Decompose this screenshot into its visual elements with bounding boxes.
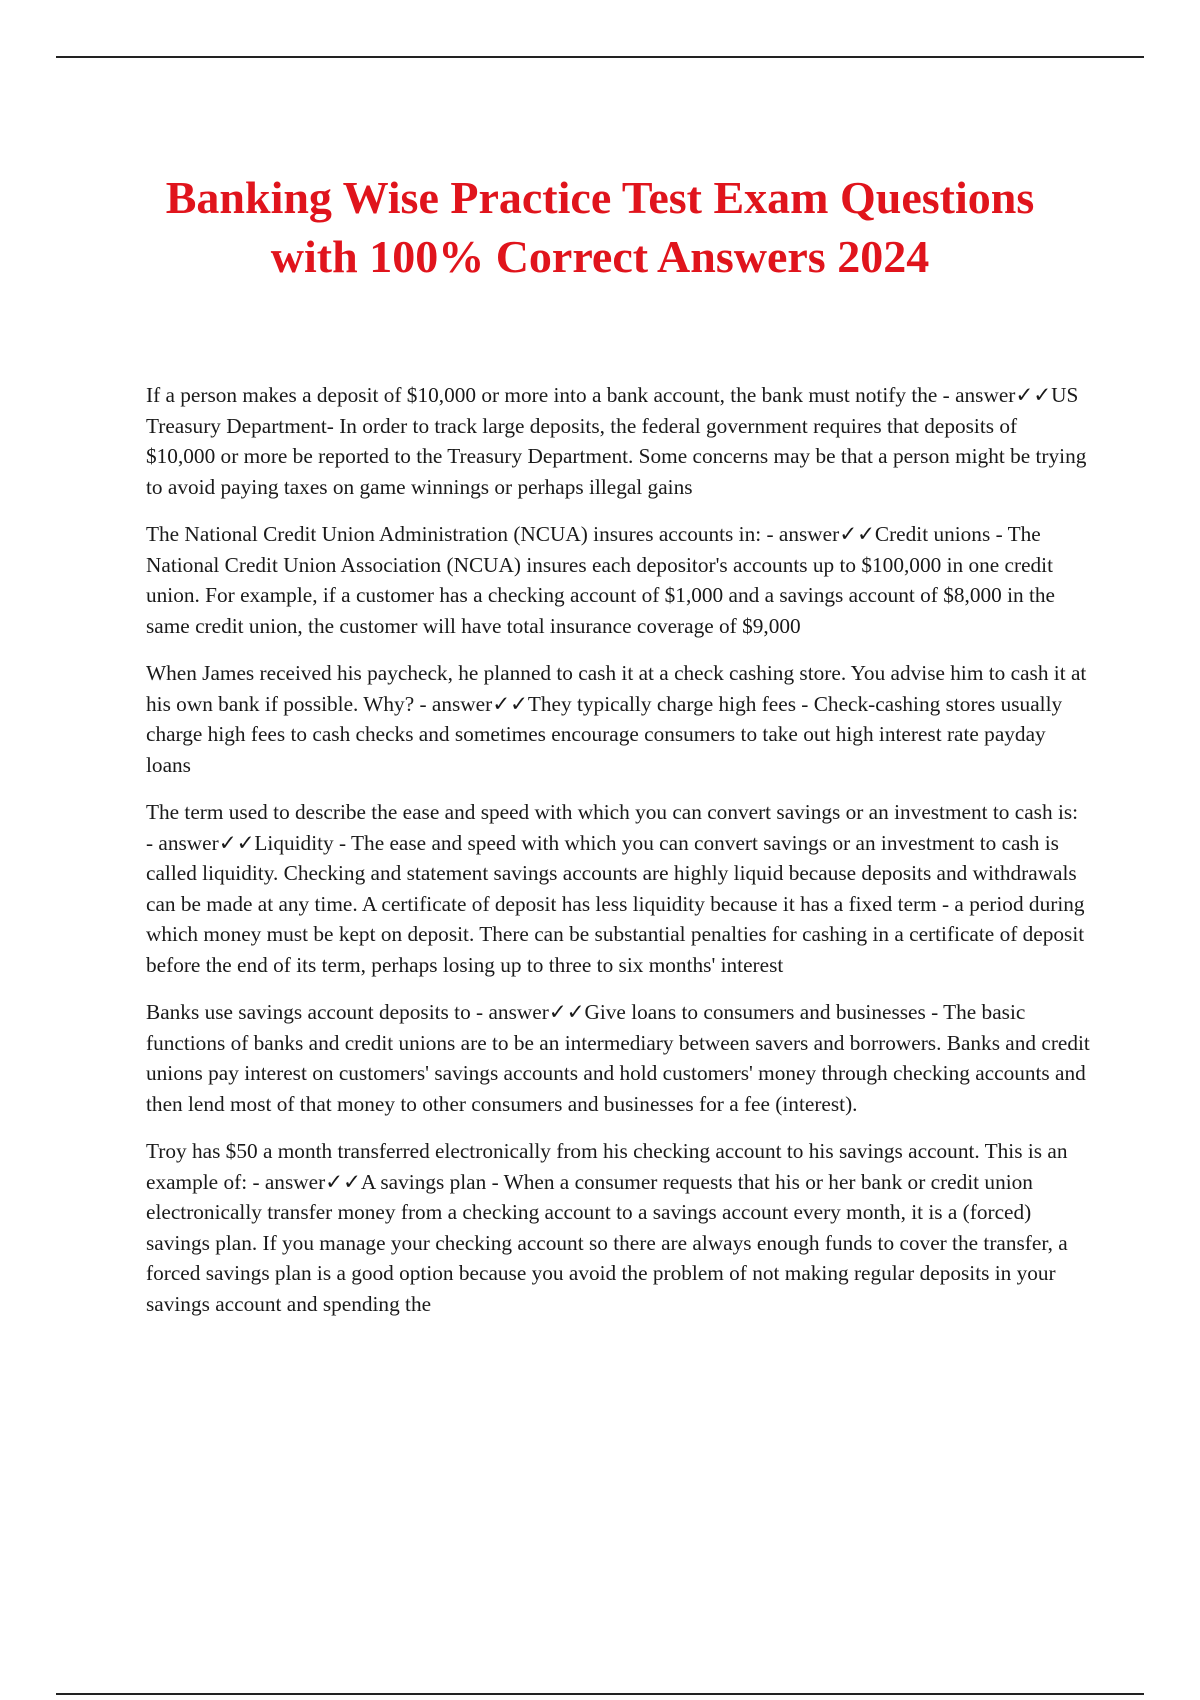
question-answer-paragraph: When James received his paycheck, he planned to cash it at a check cashing store. You advise him to cash it at his own bank if possible. Why? - answer✓✓They typically charge high fees - Check-cashing stores usually charge high fees to cash checks and sometimes encourage consumers to take out high interest rate payday loans (146, 661, 1087, 777)
question-answer-paragraph: The National Credit Union Administration (NCUA) insures accounts in: - answer✓✓Credit unions - The National Credit Union Association (NCUA) insures each depositor's accounts up to $100,000 in one credit union. For example, if a customer has a checking account of $1,000 and a savings account of $8,000 in the same credit union, the customer will have total insurance coverage of $9,000 (146, 522, 1056, 638)
question-answer-paragraph: Troy has $50 a month transferred electronically from his checking account to his savings account. This is an example of: - answer✓✓A savings plan - When a consumer requests that his or her bank or credit union electronically transfer money from a checking account to a savings account every month, it is a (forced) savings plan. If you manage your checking account so there are always enough funds to cover the transfer, a forced savings plan is a good option because you avoid the problem of not making regular deposits in your savings account and spending the (146, 1139, 1068, 1316)
question-list (146, 380, 1090, 1336)
question-answer-paragraph: If a person makes a deposit of $10,000 or more into a bank account, the bank must notify the - answer✓✓US Treasury Department- In order to track large deposits, the federal government requires that deposits of $10,000 or more be reported to the Treasury Department. Some concerns may be that a person might be trying to avoid paying taxes on game winnings or perhaps illegal gains (146, 383, 1087, 499)
document-title (60, 168, 1140, 286)
bottom-rule (56, 1693, 1144, 1695)
question-answer-paragraph: The term used to describe the ease and speed with which you can convert savings or an investment to cash is: - answer✓✓Liquidity - The ease and speed with which you can convert savings or an investment to cash is called liquidity. Checking and statement savings accounts are highly liquid because deposits and withdrawals can be made at any time. A certificate of deposit has less liquidity because it has a fixed term - a period during which money must be kept on deposit. There can be substantial penalties for cashing in a certificate of deposit before the end of its term, perhaps losing up to three to six months' interest (146, 800, 1085, 977)
top-rule (56, 56, 1144, 58)
title-line-2: with 100% Correct Answers 2024 (270, 231, 930, 282)
question-answer-paragraph: Banks use savings account deposits to - answer✓✓Give loans to consumers and businesses - The basic functions of banks and credit unions are to be an intermediary between savers and borrowers. Banks and credit unions pay interest on customers' savings accounts and hold customers' money through checking accounts and then lend most of that money to other consumers and businesses for a fee (interest). (146, 1000, 1090, 1116)
title-line-1: Banking Wise Practice Test Exam Questions (165, 172, 1035, 223)
